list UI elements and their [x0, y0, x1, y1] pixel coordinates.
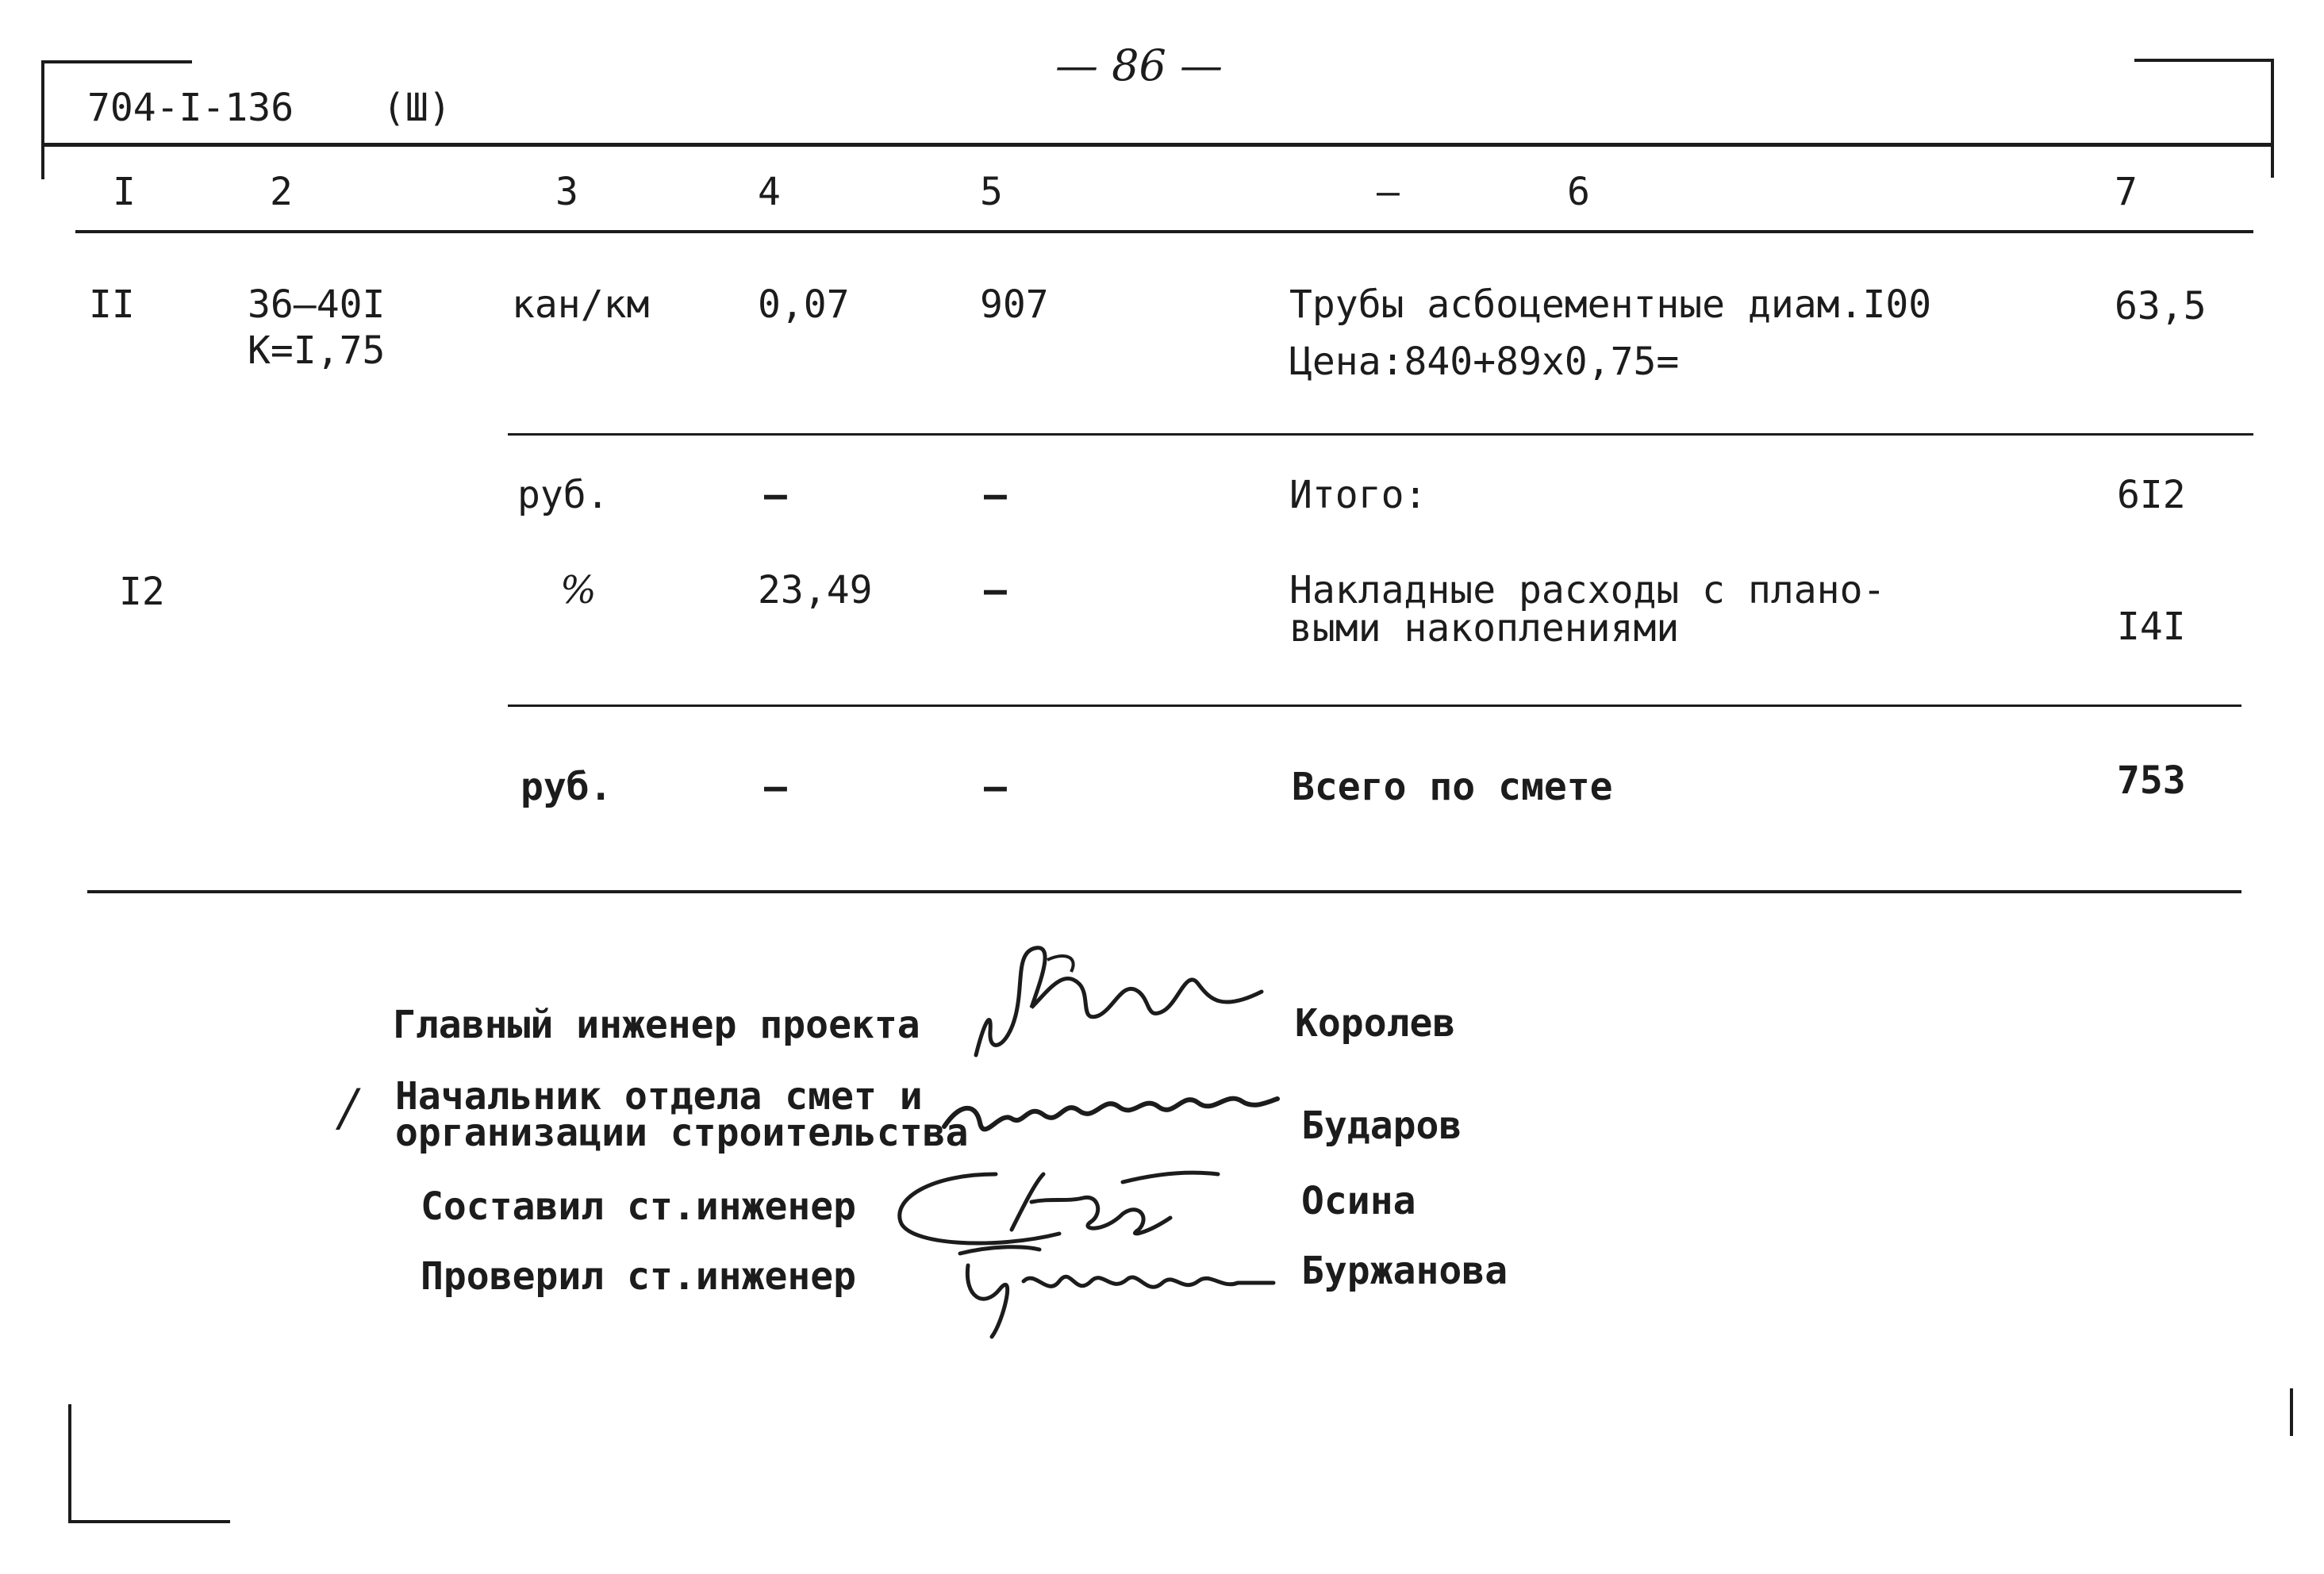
row4-col4-dash: –	[764, 765, 787, 809]
document-part: (Ш)	[382, 86, 451, 130]
row3-col3-unit: %	[560, 568, 597, 612]
column-number-rule	[75, 230, 2253, 233]
column-number-5: 5	[980, 170, 1003, 214]
signature-role-compiled: Составил ст.инженер	[421, 1184, 857, 1229]
row3-col4-rate: 23,49	[758, 568, 873, 612]
column-dash-mark: –	[1377, 170, 1400, 214]
column-number-7: 7	[2115, 170, 2138, 214]
row3-col7-total: I4I	[2117, 605, 2186, 649]
frame-right	[2271, 59, 2274, 178]
row2-col4-dash: –	[764, 473, 787, 517]
column-number-6: 6	[1567, 170, 1590, 214]
signature-name-budarov: Бударов	[1301, 1104, 1462, 1148]
signature-scribble-budarov	[936, 1079, 1285, 1150]
row1-col2-code: 36–40I	[248, 282, 386, 327]
page-number: — 86 —	[1055, 40, 1223, 90]
corner-mark-vertical	[68, 1404, 71, 1523]
row3-col6-description-1: Накладные расходы с плано-	[1289, 568, 1886, 612]
row1-col3-unit: кан/км	[512, 282, 650, 327]
column-number-1: I	[113, 170, 136, 214]
column-number-3: 3	[555, 170, 578, 214]
signature-scribble-burzhanova	[936, 1234, 1285, 1345]
row4-col5-dash: –	[984, 765, 1007, 809]
row3-col6-description-2: выми накоплениями	[1289, 606, 1680, 651]
row2-col6-label: Итого:	[1289, 473, 1427, 517]
column-number-4: 4	[758, 170, 781, 214]
row1-col1: II	[89, 282, 135, 327]
row2-col7-total: 6I2	[2117, 473, 2186, 517]
row1-col5-price: 907	[980, 282, 1049, 327]
document-code: 704-I-136	[87, 86, 294, 130]
row1-col6-description: Трубы асбоцементные диам.I00	[1289, 282, 1932, 327]
row2-col5-dash: –	[984, 473, 1007, 517]
signature-role-chief-engineer: Главный инженер проекта	[393, 1003, 920, 1047]
row3-col1: I2	[119, 570, 165, 614]
frame-left	[41, 60, 44, 179]
bottom-rule	[87, 890, 2241, 893]
signature-role-department-head-2: организации строительства	[395, 1111, 969, 1155]
right-edge-tick	[2290, 1388, 2293, 1436]
row1-col2-coef: К=I,75	[248, 328, 386, 373]
signature-name-osina: Осина	[1301, 1179, 1416, 1223]
row3-col5-dash: –	[984, 568, 1007, 612]
margin-mark: /	[340, 1079, 357, 1138]
row1-col6-formula: Цена:840+89х0,75=	[1289, 340, 1680, 384]
frame-top-left	[41, 60, 192, 63]
header-rule	[44, 143, 2274, 147]
row4-col7-total: 753	[2117, 758, 2186, 803]
signature-role-checked: Проверил ст.инженер	[421, 1254, 857, 1299]
row1-rule	[508, 433, 2253, 436]
signature-name-korolev: Королев	[1295, 1001, 1456, 1046]
row1-col7-total: 63,5	[2115, 284, 2207, 328]
signature-scribble-korolev	[960, 936, 1293, 1071]
row2-col3-unit: руб.	[517, 473, 609, 517]
row4-col6-label: Всего по смете	[1292, 765, 1613, 809]
frame-top-right	[2134, 59, 2274, 62]
row1-col4-qty: 0,07	[758, 282, 850, 327]
row3-rule	[508, 704, 2241, 707]
signature-name-burzhanova: Буржанова	[1301, 1249, 1508, 1293]
signature-role-department-head-1: Начальник отдела смет и	[395, 1074, 923, 1119]
row4-col3-unit: руб.	[520, 765, 613, 809]
corner-mark-horizontal	[68, 1520, 230, 1523]
column-number-2: 2	[270, 170, 293, 214]
